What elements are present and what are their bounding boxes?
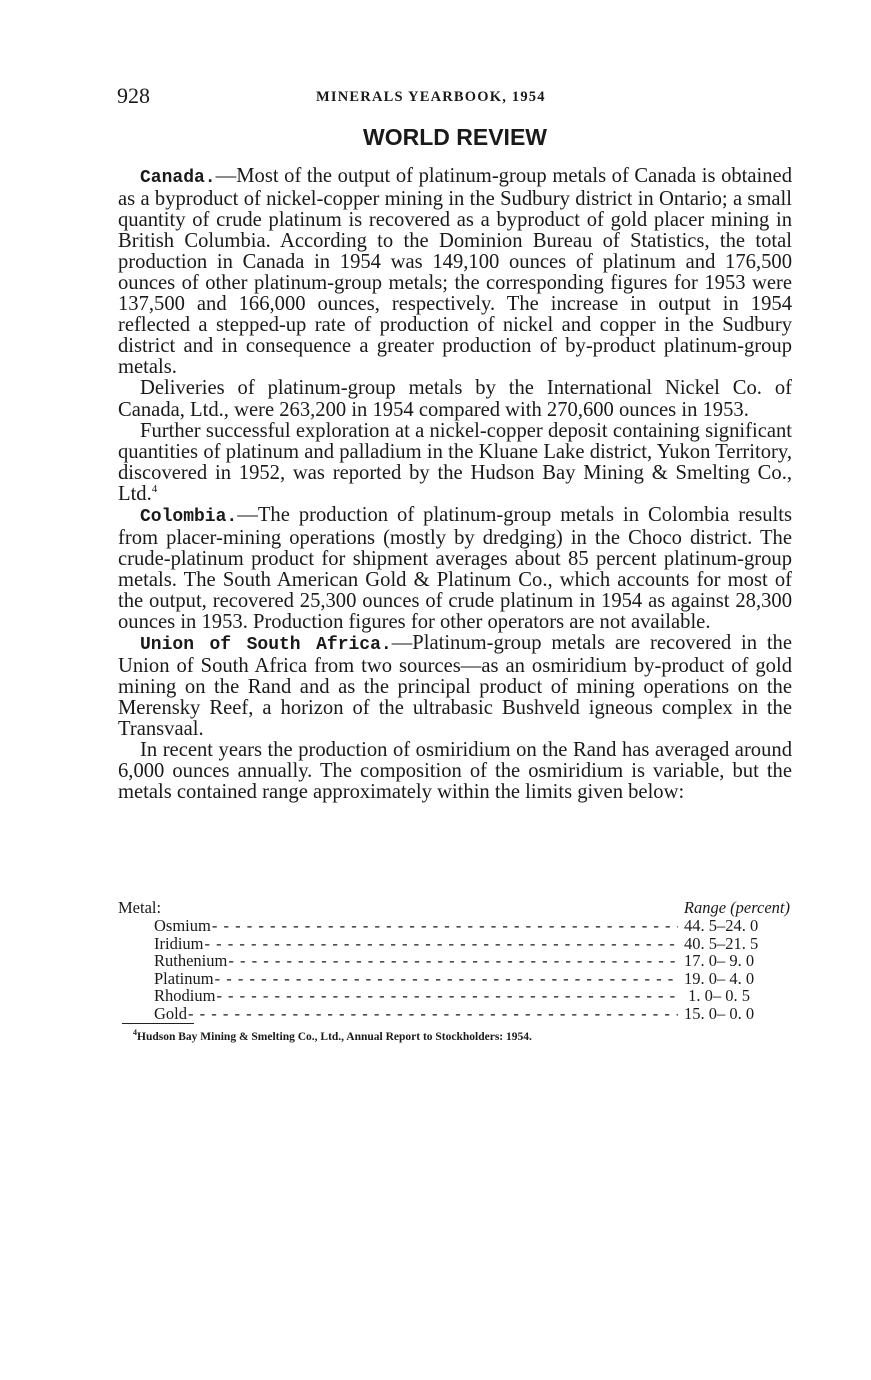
paragraph xyxy=(118,633,792,740)
country-heading: Canada. xyxy=(140,168,216,188)
footnote xyxy=(133,1028,532,1043)
paragraph-text: —Most of the output of platinum-group metals of Canada is obtained as a byproduct of nickel-copper mining in the Sudbury district in Ontario; a small quantity of crude platinum is recovered as a byproduct of gold placer mining in British Columbia. According to the Dominion Bureau of Statistics, the total production in Canada in 1954 was 149,100 ounces of platinum and 176,500 ounces of other platinum-group metals; the corresponding figures for 1953 were 137,500 and 166,000 ounces, respectively. The increase in output in 1954 reflected a stepped-up rate of production of nickel and copper in the Sudbury district and in consequence a greater production of by-product platinum-group metals. xyxy=(118,165,792,379)
table-row xyxy=(118,935,790,953)
footnote-ref: 4 xyxy=(151,482,158,495)
table-row xyxy=(118,1005,790,1023)
paragraph xyxy=(118,421,792,505)
dot-leader xyxy=(216,987,678,1005)
country-heading: Union of South Africa. xyxy=(140,635,392,656)
dot-leader xyxy=(205,935,679,953)
paragraph xyxy=(118,166,792,378)
range-value: 44. 5–24. 0 xyxy=(684,916,759,935)
paragraph-text: Deliveries of platinum-group metals by the International Nickel Co. of Canada, Ltd., were 263,200 in 1954 compared with 270,600 ounces in 1953. xyxy=(118,377,792,421)
footnote-rule xyxy=(122,1023,194,1024)
paragraph xyxy=(118,378,792,420)
range-value: 19. 0– 4. 0 xyxy=(684,968,755,988)
composition-table xyxy=(118,898,790,1023)
table-row xyxy=(118,987,790,1005)
metal-name: Osmium xyxy=(154,916,211,935)
range-value: 15. 0– 0. 0 xyxy=(684,1003,755,1023)
metal-name: Iridium xyxy=(154,933,204,953)
metal-name: Rhodium xyxy=(154,986,216,1006)
table-row xyxy=(118,952,790,970)
table-row xyxy=(118,917,790,935)
dot-leader xyxy=(212,917,678,935)
range-value: 40. 5–21. 5 xyxy=(684,933,759,953)
range-value: 1. 0– 0. 5 xyxy=(684,986,750,1006)
dot-leader xyxy=(228,952,678,970)
paragraph-text: —The production of platinum-group metals in Colombia results from placer-mining operations (mostly by dredging) in the Choco district. The crude-platinum product for shipment averages about 85 percent platinum-group metals. The South American Gold & Platinum Co., which accounts for most of the output, recovered 25,300 ounces of crude platinum in 1954 as against 28,300 ounces in 1953. Production figures for other operators are not available. xyxy=(118,503,792,633)
table-header xyxy=(118,898,790,917)
paragraph-text: In recent years the production of osmiridium on the Rand has averaged around 6,000 ounces annually. The composition of the osmiridium is variable, but the metals contained range approximately within the limits given below: xyxy=(118,739,792,804)
footnote-mark: 4 xyxy=(133,1028,137,1038)
metal-name: Gold xyxy=(154,1003,187,1023)
paragraph-text: —Platinum-group metals are recovered in the Union of South Africa from two sources—as an osmiridium by-product of gold mining on the Rand and as the principal product of mining operations on the Merensky Reef, a horizon of the ultrabasic Bushveld igneous complex in the Transvaal. xyxy=(118,632,792,741)
column-header-metal: Metal: xyxy=(118,898,162,917)
body-text xyxy=(118,166,792,803)
footnote-text: Hudson Bay Mining & Smelting Co., Ltd., Annual Report to Stockholders: 1954. xyxy=(137,1031,532,1043)
column-header-range: Range (percent) xyxy=(683,898,790,917)
paragraph xyxy=(118,740,792,803)
metal-name: Platinum xyxy=(154,968,214,988)
range-value: 17. 0– 9. 0 xyxy=(684,951,755,971)
page-number: 928 xyxy=(117,83,150,108)
running-head: MINERALS YEARBOOK, 1954 xyxy=(316,89,546,105)
dot-leader xyxy=(188,1005,678,1023)
paragraph-text: Further successful exploration at a nickel-copper deposit containing significant quantities of platinum and palladium in the Kluane Lake district, Yukon Territory, discovered in 1952, was reported by the Hudson Bay Mining & Smelting Co., Ltd. xyxy=(118,419,792,505)
section-title: WORLD REVIEW xyxy=(363,124,547,150)
country-heading: Colombia. xyxy=(140,506,238,527)
paragraph xyxy=(118,505,792,633)
dot-leader xyxy=(215,970,678,988)
table-row xyxy=(118,970,790,988)
metal-name: Ruthenium xyxy=(154,951,228,971)
